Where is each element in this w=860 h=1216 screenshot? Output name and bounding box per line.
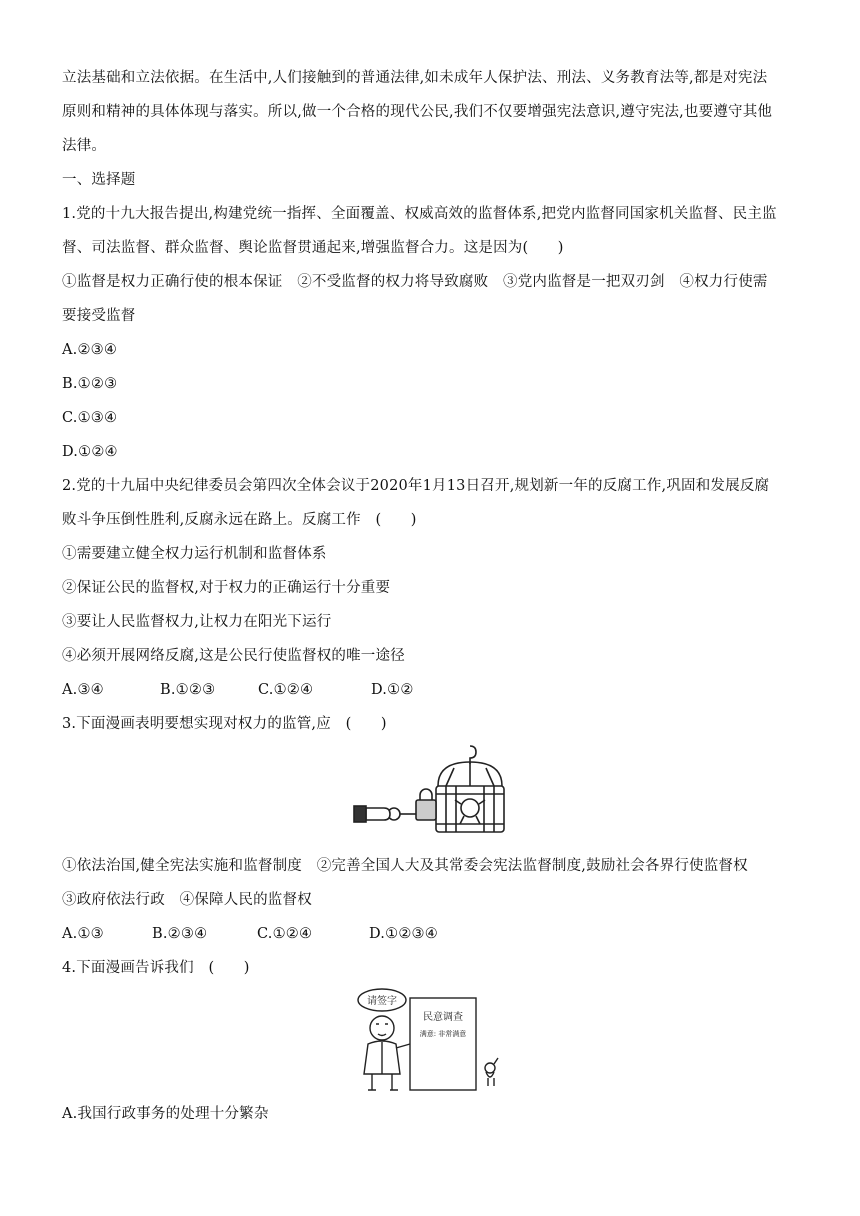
q3-option-c: C.①②④ (257, 926, 313, 942)
q2-item-3: ③要让人民监督权力,让权力在阳光下运行 (62, 614, 332, 630)
q3-option-d: D.①②③④ (369, 926, 438, 942)
q3-option-b: B.②③④ (152, 926, 208, 942)
survey-illustration (354, 986, 504, 1096)
cage-key-illustration (352, 742, 518, 842)
q3-stem: 3.下面漫画表明要想实现对权力的监管,应 ( ) (62, 716, 387, 732)
q1-option-d: D.①②④ (62, 444, 118, 460)
q2-option-b: B.①②③ (160, 682, 216, 698)
board-line: 满意: 非常满意 (419, 1030, 467, 1038)
bubble-text: 请签字 (367, 996, 397, 1007)
q4-option-a: A.我国行政事务的处理十分繁杂 (62, 1106, 269, 1122)
q1-option-b: B.①②③ (62, 376, 118, 392)
q2-option-c: C.①②④ (258, 682, 314, 698)
q2-stem-line-1: 2.党的十九届中央纪律委员会第四次全体会议于2020年1月13日召开,规划新一年的反腐工作,巩固和发展反腐 (62, 478, 770, 494)
q3-items-line-1: ①依法治国,健全宪法实施和监督制度 ②完善全国人大及其常委会宪法监督制度,鼓励社会各界行使监督权 (62, 858, 748, 874)
q2-item-4: ④必须开展网络反腐,这是公民行使监督权的唯一途径 (62, 648, 405, 664)
intro-line-1: 立法基础和立法依据。在生活中,人们接触到的普通法律,如未成年人保护法、刑法、义务教育法等,都是对宪法 (62, 70, 768, 86)
intro-line-2: 原则和精神的具体体现与落实。所以,做一个合格的现代公民,我们不仅要增强宪法意识,遵守宪法,也要遵守其他 (62, 104, 773, 120)
q3-options-row (62, 924, 438, 944)
q1-option-a: A.②③④ (62, 342, 118, 358)
q3-option-a: A.①③ (62, 926, 104, 942)
q2-item-1: ①需要建立健全权力运行机制和监督体系 (62, 546, 327, 562)
intro-line-3: 法律。 (62, 138, 107, 154)
q1-stem-line-2: 督、司法监督、群众监督、舆论监督贯通起来,增强监督合力。这是因为( ) (62, 240, 564, 256)
section-title: 一、选择题 (62, 172, 136, 188)
q2-option-d: D.①② (371, 682, 414, 698)
q2-stem-line-2: 败斗争压倒性胜利,反腐永远在路上。反腐工作 ( ) (62, 512, 417, 528)
q1-option-c: C.①③④ (62, 410, 118, 426)
cartoon-survey (354, 986, 504, 1096)
board-title: 民意调查 (423, 1012, 463, 1023)
q1-items-line-1: ①监督是权力正确行使的根本保证 ②不受监督的权力将导致腐败 ③党内监督是一把双刃剑 ④权力行使需 (62, 274, 768, 290)
q1-stem-line-1: 1.党的十九大报告提出,构建党统一指挥、全面覆盖、权威高效的监督体系,把党内监督同国家机关监督、民主监 (62, 206, 777, 222)
q3-items-line-2: ③政府依法行政 ④保障人民的监督权 (62, 892, 312, 908)
q2-option-a: A.③④ (62, 682, 104, 698)
q2-options-row (62, 680, 414, 700)
q2-item-2: ②保证公民的监督权,对于权力的正确运行十分重要 (62, 580, 391, 596)
cartoon-power-in-cage (352, 742, 518, 842)
q4-stem: 4.下面漫画告诉我们 ( ) (62, 960, 250, 976)
q1-items-line-2: 要接受监督 (62, 308, 136, 324)
